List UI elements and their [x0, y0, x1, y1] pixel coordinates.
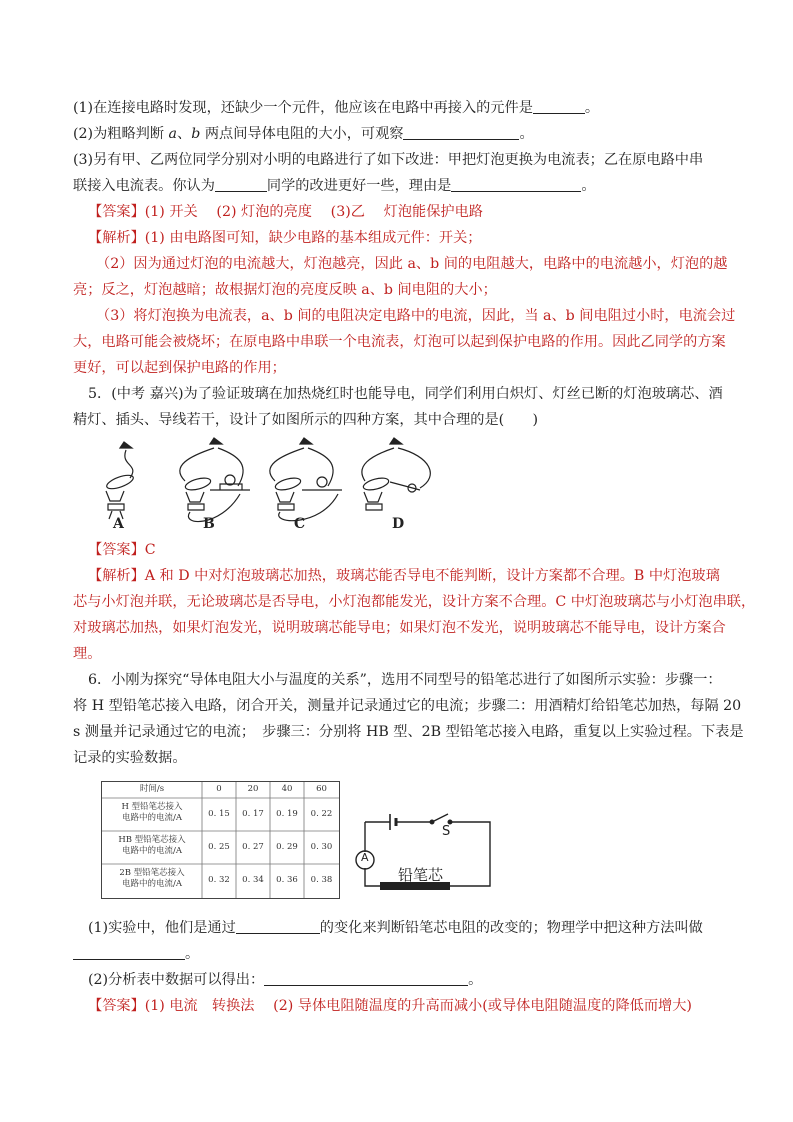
option-d-setup	[362, 438, 430, 510]
table-cell: 0. 19	[276, 809, 298, 819]
q4-sub1: (1)在连接电路时发现，还缺少一个元件，他应该在电路中再接入的元件是 。	[73, 100, 600, 116]
q4-analysis-1: 【解析】(1) 由电路图可知，缺少电路的基本组成元件：开关；	[88, 230, 482, 246]
table-cell: 0. 34	[242, 875, 264, 885]
q4-analysis-3b: 大，电路可能会被烧坏；在原电路中串联一个电流表，灯泡可以起到保护电路的作用。因此乙同学的方案	[73, 334, 726, 350]
q5-stem-line1: 5．(中考 嘉兴)为了验证玻璃在加热烧红时也能导电，同学们利用白炽灯、灯丝已断的灯泡玻璃芯、酒	[88, 386, 723, 402]
table-cell: 0. 30	[310, 842, 333, 852]
q6-sub2: (2)分析表中数据可以得出： 。	[88, 972, 483, 988]
q6-stem-line4: 记录的实验数据。	[73, 750, 187, 766]
option-b-label: B	[203, 516, 215, 532]
row-hb-label: HB 型铅笔芯接入 电路中的电流/A	[118, 835, 186, 856]
q5-stem-line2: 精灯、插头、导线若干，设计了如图所示的四种方案，其中合理的是( )	[73, 412, 539, 428]
table-cell: 0. 22	[310, 809, 333, 819]
q6-answer: 【答案】(1) 电流 转换法 (2) 导体电阻随温度的升高而减小(或导体电阻随温度的降低而增大)	[88, 998, 692, 1014]
q6-blank-2[interactable]	[73, 945, 185, 960]
q5-answer: 【答案】C	[88, 542, 156, 558]
ammeter-label: A	[361, 851, 369, 864]
q4-blank-1[interactable]	[533, 99, 585, 114]
table-cell: 0. 29	[276, 842, 298, 852]
table-cell: 0. 32	[208, 875, 230, 885]
q5-analysis-3: 对玻璃芯加热，如果灯泡发光，说明玻璃芯能导电；如果灯泡不发光，说明玻璃芯不能导电，设计方案合	[73, 620, 726, 636]
option-a-setup	[105, 442, 135, 519]
table-time-0: 0	[216, 784, 222, 794]
q6-sub1-cont: 。	[73, 944, 199, 964]
switch-label: S	[442, 824, 451, 839]
q4-blank-4[interactable]	[451, 177, 581, 192]
table-cell: 0. 36	[276, 875, 298, 885]
option-c-setup	[270, 438, 342, 521]
q6-data-table	[101, 781, 340, 899]
table-cell: 0. 38	[310, 875, 333, 885]
q4-sub3-line2: 联接入电流表。你认为 同学的改进更好一些，理由是 。	[73, 178, 596, 194]
table-header-time: 时间/s	[139, 784, 165, 794]
option-a-label: A	[113, 516, 124, 532]
q4-analysis-3a: （3）将灯泡换为电流表，a、b 间的电阻决定电路中的电流，因此，当 a、b 间电阻过小时，电流会过	[96, 308, 736, 324]
q4-blank-2[interactable]	[403, 125, 519, 140]
q4-answer: 【答案】(1) 开关 (2) 灯泡的亮度 (3)乙 灯泡能保护电路	[88, 204, 483, 220]
table-cell: 0. 25	[208, 842, 230, 852]
table-time-60: 60	[316, 784, 327, 794]
q6-blank-1[interactable]	[236, 919, 320, 934]
q4-analysis-2a: （2）因为通过灯泡的电流越大，灯泡越亮，因此 a、b 间的电阻越大，电路中的电流越小，灯泡的越	[96, 256, 728, 272]
option-b-setup	[180, 438, 250, 522]
q6-stem-line3: s 测量并记录通过它的电流； 步骤三：分别将 HB 型、2B 型铅笔芯接入电路，重复以上实验过程。下表是	[73, 724, 744, 740]
table-cell: 0. 27	[242, 842, 264, 852]
q4-sub3-line1: (3)另有甲、乙两位同学分别对小明的电路进行了如下改进：甲把灯泡更换为电流表；乙在原电路中串	[73, 152, 704, 168]
pencil-lead-label: 铅笔芯	[398, 866, 444, 884]
q4-analysis-3c: 更好，可以起到保护电路的作用；	[73, 360, 286, 376]
option-c-label: C	[294, 516, 306, 532]
q5-analysis-4: 理。	[73, 646, 102, 662]
table-cell: 0. 17	[242, 809, 264, 819]
table-time-40: 40	[281, 784, 293, 794]
q4-analysis-2b: 亮；反之，灯泡越暗；故根据灯泡的亮度反映 a、b 间电阻的大小；	[73, 282, 497, 298]
q6-blank-3[interactable]	[264, 971, 468, 986]
q4-sub2: (2)为粗略判断 a、b 两点间导体电阻的大小，可观察 。	[73, 126, 534, 142]
q6-stem-line1: 6．小刚为探究“导体电阻大小与温度的关系”，选用不同型号的铅笔芯进行了如图所示实验：步骤一：	[88, 672, 722, 688]
table-time-20: 20	[247, 784, 259, 794]
option-d-label: D	[392, 516, 405, 532]
q5-analysis-2: 芯与小灯泡并联，无论玻璃芯是否导电，小灯泡都能发光，设计方案不合理。C 中灯泡玻璃芯与小灯泡串联，	[73, 594, 756, 610]
q6-stem-line2: 将 H 型铅笔芯接入电路，闭合开关，测量并记录通过它的电流；步骤二：用酒精灯给铅笔芯加热，每隔 20	[73, 698, 742, 714]
q6-sub1: (1)实验中，他们是通过 的变化来判断铅笔芯电阻的改变的；物理学中把这种方法叫做	[88, 920, 703, 936]
table-cell: 0. 15	[208, 809, 230, 819]
row-h-label: H 型铅笔芯接入 电路中的电流/A	[121, 802, 183, 823]
q4-blank-3[interactable]	[215, 177, 267, 192]
q5-analysis-1: 【解析】A 和 D 中对灯泡玻璃芯加热，玻璃芯能否导电不能判断，设计方案都不合理。B 中灯泡玻璃	[88, 568, 720, 584]
row-2b-label: 2B 型铅笔芯接入 电路中的电流/A	[119, 868, 185, 889]
